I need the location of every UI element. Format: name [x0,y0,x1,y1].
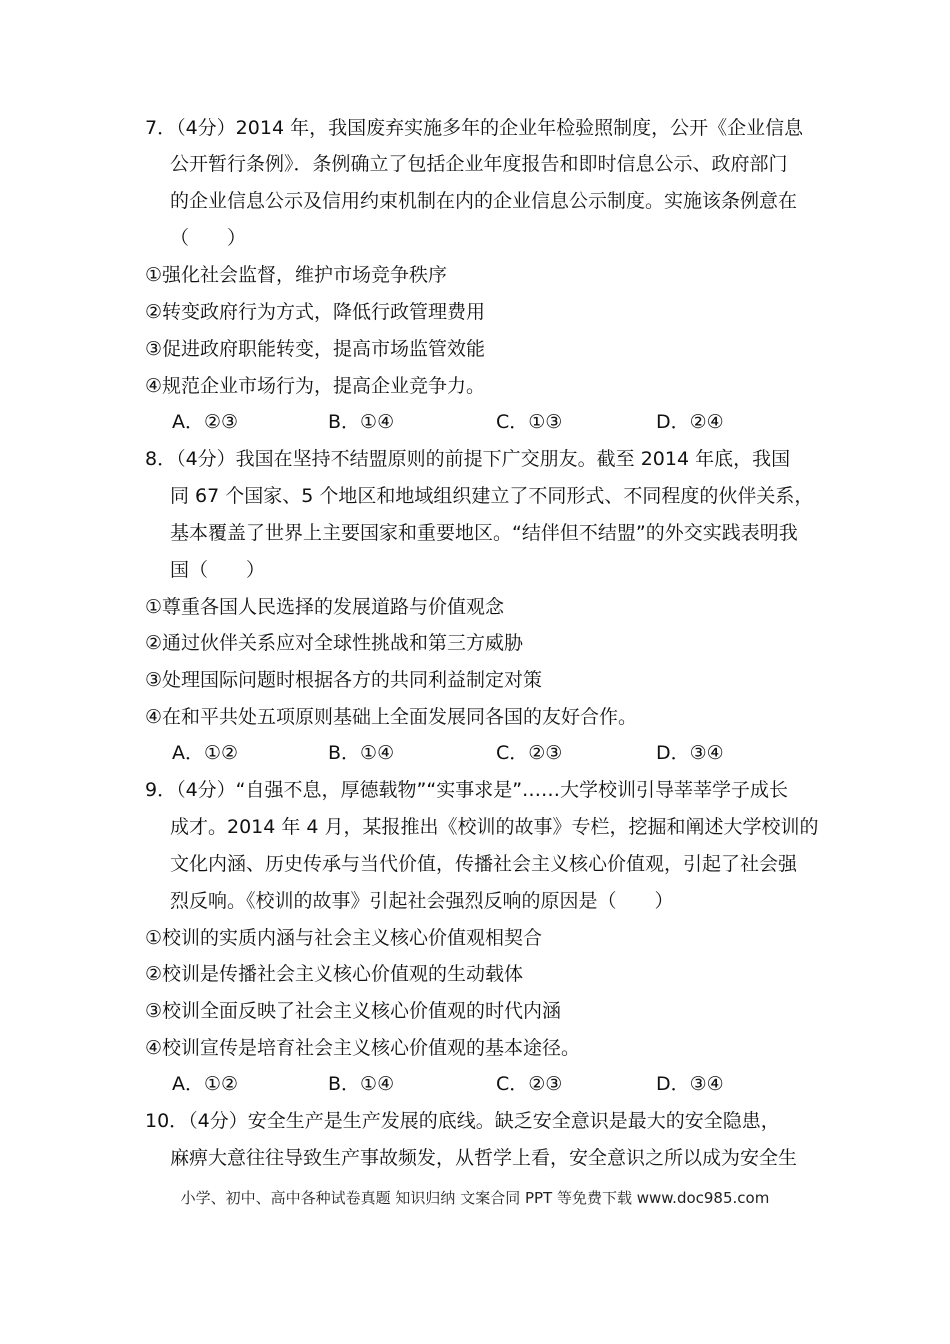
question-9-statement-1: ①校训的实质内涵与社会主义核心价值观相契合 [145,927,543,949]
question-7-stem-line-3: 的企业信息公示及信用约束机制在内的企业信息公示制度。实施该条例意在 [170,190,798,212]
question-9-stem-line-1: 9．（4分）“自强不息，厚德载物”“实事求是”……大学校训引导莘莘学子成长 [145,779,789,801]
question-8-choice-b: B．①④ [328,742,395,764]
question-10-stem-line-2: 麻痹大意往往导致生产事故频发，从哲学上看，安全意识之所以成为安全生 [170,1147,798,1169]
question-8-choice-a: A．①② [172,742,239,764]
question-8-choice-d: D．③④ [656,742,724,764]
question-9-statement-3: ③校训全面反映了社会主义核心价值观的时代内涵 [145,1000,562,1022]
question-8-statement-4: ④在和平共处五项原则基础上全面发展同各国的友好合作。 [145,706,638,728]
question-8-stem-line-1: 8．（4分）我国在坚持不结盟原则的前提下广交朋友。截至 2014 年底，我国 [145,448,791,470]
question-7-stem-line-1: 7．（4分）2014 年，我国废弃实施多年的企业年检验照制度，公开《企业信息 [145,117,804,139]
question-8-choice-c: C．②③ [496,742,563,764]
question-8-statement-3: ③处理国际问题时根据各方的共同利益制定对策 [145,669,543,691]
question-7-stem-line-2: 公开暂行条例》．条例确立了包括企业年度报告和即时信息公示、政府部门 [170,153,788,175]
question-7-statement-2: ②转变政府行为方式，降低行政管理费用 [145,301,486,323]
question-7-stem-line-4: （ ） [170,227,247,249]
question-7-choice-a: A．②③ [172,411,239,433]
question-9-stem-line-4: 烈反响。《校训的故事》引起社会强烈反响的原因是（ ） [170,890,674,912]
question-8-statement-1: ①尊重各国人民选择的发展道路与价值观念 [145,596,505,618]
question-7-statement-1: ①强化社会监督，维护市场竞争秩序 [145,264,448,286]
question-8-stem-line-3: 基本覆盖了世界上主要国家和重要地区。“结伴但不结盟”的外交实践表明我 [170,522,798,544]
question-7-statement-4: ④规范企业市场行为，提高企业竞争力。 [145,375,486,397]
question-9-choice-c: C．②③ [496,1073,563,1095]
question-9-choice-b: B．①④ [328,1073,395,1095]
question-9-choice-d: D．③④ [656,1073,724,1095]
question-7-statement-3: ③促进政府职能转变，提高市场监管效能 [145,338,486,360]
question-8-stem-line-4: 国（ ） [170,559,266,581]
question-8-stem-line-2: 同 67 个国家、5 个地区和地域组织建立了不同形式、不同程度的伙伴关系， [170,485,814,507]
question-9-stem-line-2: 成才。2014 年 4 月，某报推出《校训的故事》专栏，挖掘和阐述大学校训的 [170,816,819,838]
question-7-choice-c: C．①③ [496,411,563,433]
question-10-stem-line-1: 10．（4分）安全生产是生产发展的底线。缺乏安全意识是最大的安全隐患， [145,1110,780,1132]
question-9-statement-4: ④校训宣传是培育社会主义核心价值观的基本途径。 [145,1037,581,1059]
question-9-statement-2: ②校训是传播社会主义核心价值观的生动载体 [145,963,524,985]
question-7-choice-b: B．①④ [328,411,395,433]
question-9-choice-a: A．①② [172,1073,239,1095]
question-7-choice-d: D．②④ [656,411,724,433]
question-9-stem-line-3: 文化内涵、历史传承与当代价值，传播社会主义核心价值观，引起了社会强 [170,853,798,875]
question-8-statement-2: ②通过伙伴关系应对全球性挑战和第三方威胁 [145,632,524,654]
page-footer: 小学、初中、高中各种试卷真题 知识归纳 文案合同 PPT 等免费下载 www.doc985.com [180,1189,770,1207]
